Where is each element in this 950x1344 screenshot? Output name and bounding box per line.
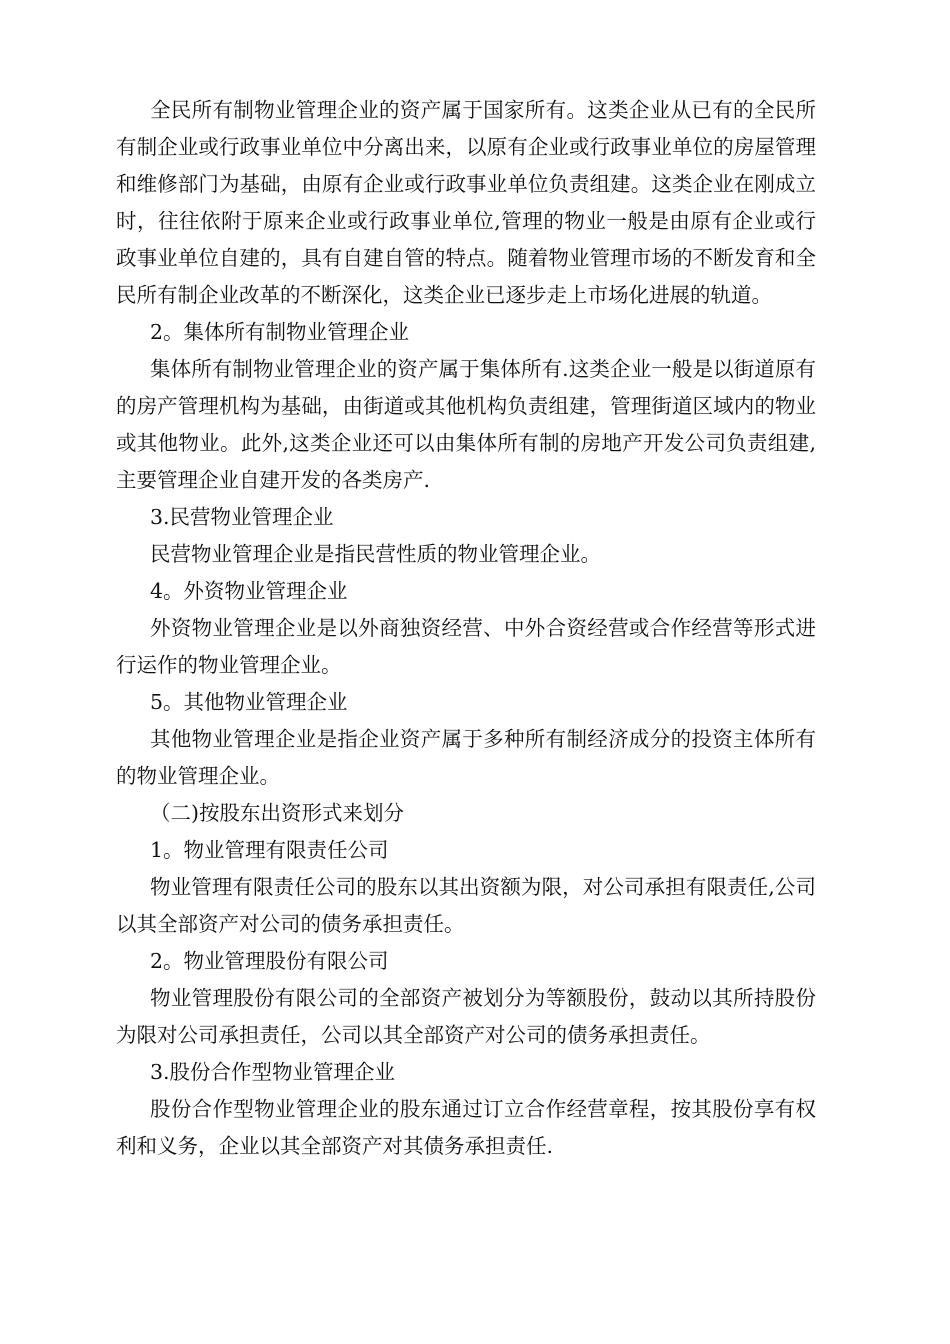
paragraph-joint-stock: 物业管理股份有限公司的全部资产被划分为等额股份，鼓动以其所持股份为限对公司承担责任，公司以其全部资产对公司的债务承担责任。 [116,986,816,1047]
paragraph-cooperative: 股份合作型物业管理企业的股东通过订立合作经营章程，按其股份享有权利和义务，企业以其全部资产对其债务承担责任. [116,1097,816,1158]
heading-foreign: 4。外资物业管理企业 [150,579,348,603]
heading-other: 5。其他物业管理企业 [150,690,348,714]
paragraph-state-owned: 全民所有制物业管理企业的资产属于国家所有。这类企业从已有的全民所有制企业或行政事业单位中分离出来，以原有企业或行政事业单位的房屋管理和维修部门为基础，由原有企业或行政事业单位负责组建。这类企业在刚成立时，往往依附于原来企业或行政事业单位,管理的物业一般是由原有企业或行政事业单位自建的，具有自建自管的特点。随着物业管理市场的不断发育和全民所有制企业改革的不断深化，这类企业已逐步走上市场化进展的轨道。 [116,98,816,307]
paragraph-limited-liability: 物业管理有限责任公司的股东以其出资额为限，对公司承担有限责任,公司以其全部资产对公司的债务承担责任。 [116,875,816,936]
heading-private: 3.民营物业管理企业 [150,505,334,529]
heading-limited-liability: 1。物业管理有限责任公司 [150,838,389,862]
section-heading-shareholder: （二)按股东出资形式来划分 [150,801,404,825]
paragraph-private: 民营物业管理企业是指民营性质的物业管理企业。 [150,542,601,566]
paragraph-collective: 集体所有制物业管理企业的资产属于集体所有.这类企业一般是以街道原有的房产管理机构为基础，由街道或其他机构负责组建，管理街道区域内的物业或其他物业。此外,这类企业还可以由集体所有制的房地产开发公司负责组建,主要管理企业自建开发的各类房产. [116,357,816,492]
document-body [116,92,816,1165]
heading-cooperative: 3.股份合作型物业管理企业 [150,1060,396,1084]
heading-joint-stock: 2。物业管理股份有限公司 [150,949,389,973]
heading-collective: 2。集体所有制物业管理企业 [150,320,410,344]
paragraph-other: 其他物业管理企业是指企业资产属于多种所有制经济成分的投资主体所有的物业管理企业。 [116,727,816,788]
paragraph-foreign: 外资物业管理企业是以外商独资经营、中外合资经营或合作经营等形式进行运作的物业管理企业。 [116,616,816,677]
